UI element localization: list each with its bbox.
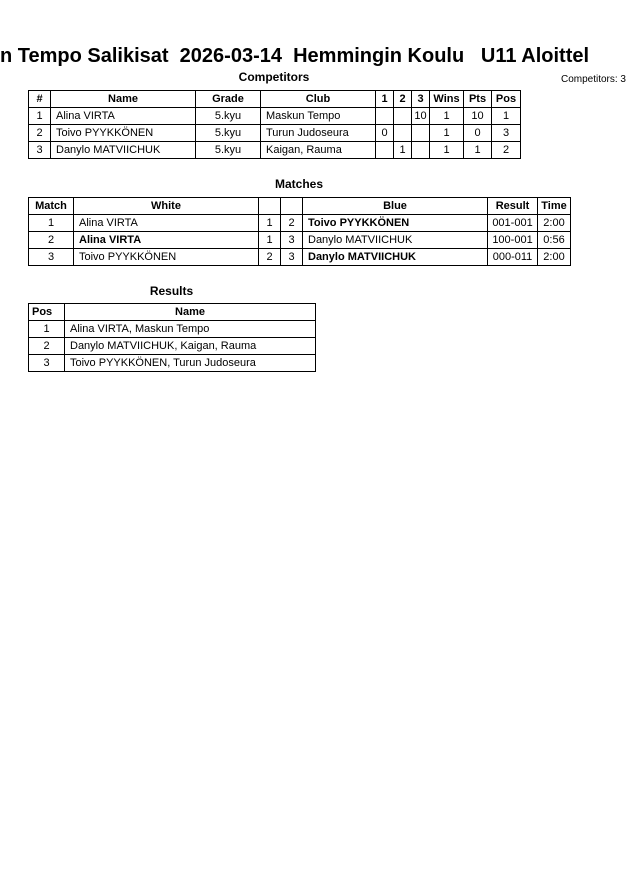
col-header-number: # (29, 91, 51, 108)
competitor-result1-cell (376, 142, 394, 159)
col-header-opp2: 2 (394, 91, 412, 108)
white-number-cell: 1 (259, 232, 281, 249)
competitor-wins-cell: 1 (430, 125, 464, 142)
col-header-result-pos: Pos (29, 304, 65, 321)
blue-player-cell: Danylo MATVIICHUK (303, 249, 488, 266)
col-header-result-name: Name (65, 304, 316, 321)
competitor-grade-cell: 5.kyu (196, 125, 261, 142)
competitor-result3-cell (412, 142, 430, 159)
col-header-opp3: 3 (412, 91, 430, 108)
match-row (29, 215, 571, 232)
white-number-cell: 2 (259, 249, 281, 266)
competitors-section-title: Competitors (238, 70, 310, 84)
col-header-club: Club (261, 91, 376, 108)
col-header-match: Match (29, 198, 74, 215)
col-header-opp1: 1 (376, 91, 394, 108)
match-result-cell: 100-001 (488, 232, 538, 249)
result-row (29, 321, 316, 338)
col-header-white: White (74, 198, 259, 215)
competitor-number-cell: 1 (29, 108, 51, 125)
match-time-cell: 0:56 (538, 232, 571, 249)
white-player-cell: Toivo PYYKKÖNEN (74, 249, 259, 266)
competitor-result1-cell (376, 108, 394, 125)
match-row (29, 232, 571, 249)
results-header-row (29, 304, 316, 321)
matches-header-row (29, 198, 571, 215)
match-result-cell: 001-001 (488, 215, 538, 232)
competitor-name-cell: Toivo PYYKKÖNEN (51, 125, 196, 142)
competitor-result1-cell: 0 (376, 125, 394, 142)
competitor-pos-cell: 2 (492, 142, 521, 159)
competitor-row (29, 142, 521, 159)
match-number-cell: 1 (29, 215, 74, 232)
col-header-blue-num (281, 198, 303, 215)
matches-table (28, 197, 571, 266)
blue-number-cell: 2 (281, 215, 303, 232)
col-header-name: Name (51, 91, 196, 108)
competitor-name-cell: Danylo MATVIICHUK (51, 142, 196, 159)
result-name-cell: Danylo MATVIICHUK, Kaigan, Rauma (65, 338, 316, 355)
col-header-blue: Blue (303, 198, 488, 215)
col-header-pos: Pos (492, 91, 521, 108)
match-number-cell: 3 (29, 249, 74, 266)
competitor-result3-cell (412, 125, 430, 142)
competitor-club-cell: Maskun Tempo (261, 108, 376, 125)
result-row (29, 338, 316, 355)
white-number-cell: 1 (259, 215, 281, 232)
competitor-result2-cell: 1 (394, 142, 412, 159)
competitor-number-cell: 3 (29, 142, 51, 159)
match-time-cell: 2:00 (538, 215, 571, 232)
competitor-wins-cell: 1 (430, 108, 464, 125)
result-name-cell: Alina VIRTA, Maskun Tempo (65, 321, 316, 338)
competitor-pts-cell: 1 (464, 142, 492, 159)
col-header-result: Result (488, 198, 538, 215)
competitor-club-cell: Kaigan, Rauma (261, 142, 376, 159)
competitors-table (28, 90, 521, 159)
col-header-time: Time (538, 198, 571, 215)
results-section-title: Results (149, 284, 194, 298)
competitors-header-row (29, 91, 521, 108)
result-name-cell: Toivo PYYKKÖNEN, Turun Judoseura (65, 355, 316, 372)
competitor-name-cell: Alina VIRTA (51, 108, 196, 125)
result-pos-cell: 2 (29, 338, 65, 355)
match-result-cell: 000-011 (488, 249, 538, 266)
competitor-pos-cell: 3 (492, 125, 521, 142)
competitor-grade-cell: 5.kyu (196, 142, 261, 159)
competitor-result3-cell: 10 (412, 108, 430, 125)
blue-number-cell: 3 (281, 249, 303, 266)
competitors-count: Competitors: 3 (560, 74, 626, 85)
white-player-cell: Alina VIRTA (74, 215, 259, 232)
result-row (29, 355, 316, 372)
competitor-wins-cell: 1 (430, 142, 464, 159)
blue-number-cell: 3 (281, 232, 303, 249)
competitor-club-cell: Turun Judoseura (261, 125, 376, 142)
competitor-row (29, 108, 521, 125)
competitor-row (29, 125, 521, 142)
results-table (28, 303, 316, 372)
competitor-grade-cell: 5.kyu (196, 108, 261, 125)
competitor-result2-cell (394, 108, 412, 125)
matches-section-title: Matches (274, 177, 324, 191)
match-number-cell: 2 (29, 232, 74, 249)
result-pos-cell: 1 (29, 321, 65, 338)
blue-player-cell: Toivo PYYKKÖNEN (303, 215, 488, 232)
competitor-number-cell: 2 (29, 125, 51, 142)
col-header-wins: Wins (430, 91, 464, 108)
match-time-cell: 2:00 (538, 249, 571, 266)
page-title: n Tempo Salikisat 2026-03-14 Hemmingin Koulu U11 Aloittel (0, 45, 590, 67)
col-header-grade: Grade (196, 91, 261, 108)
white-player-cell: Alina VIRTA (74, 232, 259, 249)
blue-player-cell: Danylo MATVIICHUK (303, 232, 488, 249)
competitor-pts-cell: 0 (464, 125, 492, 142)
competitor-pos-cell: 1 (492, 108, 521, 125)
competitor-pts-cell: 10 (464, 108, 492, 125)
col-header-white-num (259, 198, 281, 215)
col-header-pts: Pts (464, 91, 492, 108)
competitor-result2-cell (394, 125, 412, 142)
result-pos-cell: 3 (29, 355, 65, 372)
match-row (29, 249, 571, 266)
